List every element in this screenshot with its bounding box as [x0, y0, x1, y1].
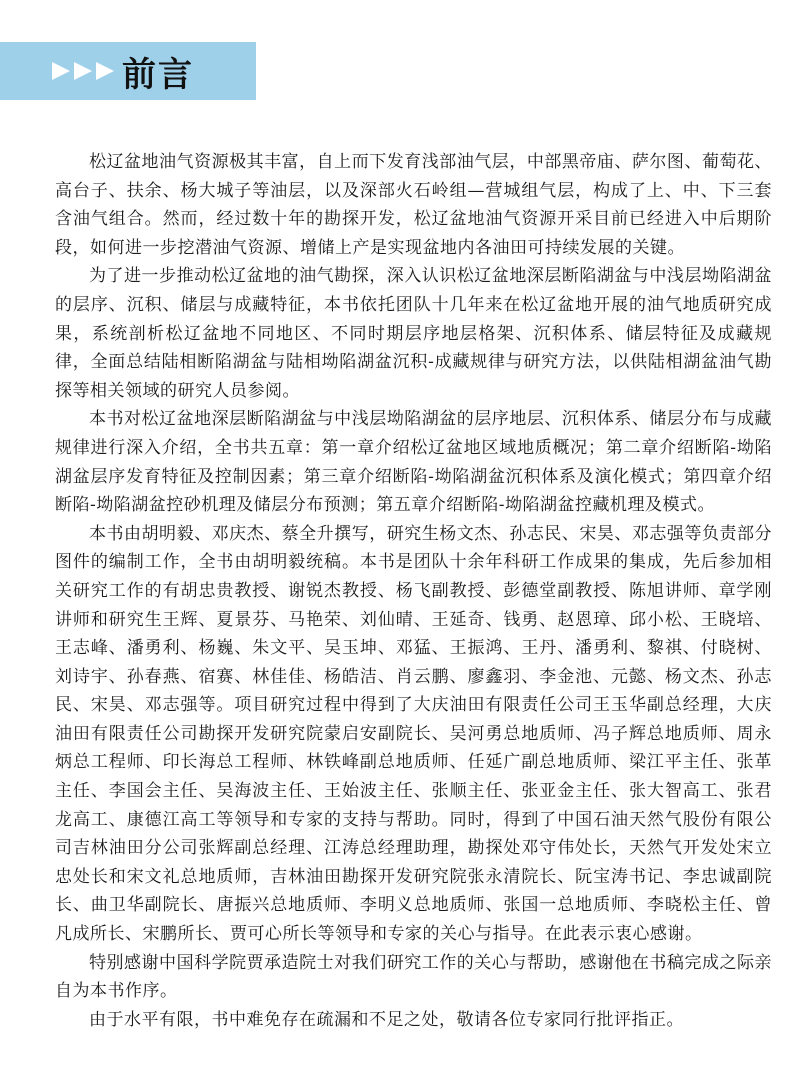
- paragraph-5: 特别感谢中国科学院贾承造院士对我们研究工作的关心与帮助，感谢他在书稿完成之际亲自为本书作序。: [55, 952, 772, 1002]
- arrow-right-icon: [52, 62, 70, 80]
- arrow-right-icon: [74, 62, 92, 80]
- paragraph-2: 为了进一步推动松辽盆地的油气勘探，深入认识松辽盆地深层断陷湖盆与中浅层坳陷湖盆的层序、沉积、储层与成藏特征，本书依托团队十几年来在松辽盆地开展的油气地质研究成果，系统剖析松辽盆地不同地区、不同时期层序地层格架、沉积体系、储层特征及成藏规律，全面总结陆相断陷湖盆与陆相坳陷湖盆沉积-成藏规律与研究方法，以供陆相湖盆油气勘探等相关领域的研究人员参阅。: [55, 266, 772, 401]
- preface-body: [55, 148, 772, 1034]
- paragraph-4: 本书由胡明毅、邓庆杰、蔡全升撰写，研究生杨文杰、孙志民、宋昊、邓志强等负责部分图件的编制工作，全书由胡明毅统稿。本书是团队十余年科研工作成果的集成，先后参加相关研究工作的有胡忠贵教授、谢锐杰教授、杨飞副教授、彭德堂副教授、陈旭讲师、章学刚讲师和研究生王辉、夏景芬、马艳荣、刘仙晴、王延奇、钱勇、赵恩璋、邱小松、王晓培、王志峰、潘勇利、杨巍、朱文平、吴玉坤、邓猛、王振鸿、王丹、潘勇利、黎祺、付晓树、刘诗宇、孙春燕、宿赛、林佳佳、杨皓洁、肖云鹏、廖鑫羽、李金池、元懿、杨文杰、孙志民、宋昊、邓志强等。项目研究过程中得到了大庆油田有限责任公司王玉华副总经理，大庆油田有限责任公司勘探开发研究院蒙启安副院长、吴河勇总地质师、冯子辉总地质师、周永炳总工程师、印长海总工程师、林铁峰副总地质师、任延广副总地质师、梁江平主任、张革主任、李国会主任、吴海波主任、王始波主任、张顺主任、张亚金主任、张大智高工、张君龙高工、康德江高工等领导和专家的支持与帮助。同时，得到了中国石油天然气股份有限公司吉林油田分公司张辉副总经理、江涛总经理助理，勘探处邓守伟处长，天然气开发处宋立忠处长和宋文礼总地质师，吉林油田勘探开发研究院张永清院长、阮宝涛书记、李忠诚副院长、曲卫华副院长、唐振兴总地质师、李明义总地质师、张国一总地质师、李晓松主任、曾凡成所长、宋鹏所长、贾可心所长等领导和专家的关心与指导。在此表示衷心感谢。: [55, 523, 772, 945]
- paragraph-6: 由于水平有限，书中难免存在疏漏和不足之处，敬请各位专家同行批评指正。: [89, 1009, 684, 1030]
- arrow-right-icon: [96, 62, 114, 80]
- arrows-decoration: [52, 62, 114, 80]
- paragraph-3: 本书对松辽盆地深层断陷湖盆与中浅层坳陷湖盆的层序地层、沉积体系、储层分布与成藏规律进行深入介绍，全书共五章：第一章介绍松辽盆地区域地质概况；第二章介绍断陷-坳陷湖盆层序发育特征及控制因素；第三章介绍断陷-坳陷湖盆沉积体系及演化模式；第四章介绍断陷-坳陷湖盆控砂机理及储层分布预测；第五章介绍断陷-坳陷湖盆控藏机理及模式。: [55, 409, 772, 516]
- paragraph-1: 松辽盆地油气资源极其丰富，自上而下发育浅部油气层，中部黑帝庙、萨尔图、葡萄花、高台子、扶余、杨大城子等油层，以及深部火石岭组—营城组气层，构成了上、中、下三套含油气组合。然而，经过数十年的勘探开发，松辽盆地油气资源开采目前已经进入中后期阶段，如何进一步挖潜油气资源、增储上产是实现盆地内各油田可持续发展的关键。: [55, 152, 772, 258]
- page-title: 前言: [122, 54, 194, 95]
- section-header-band: [0, 42, 256, 100]
